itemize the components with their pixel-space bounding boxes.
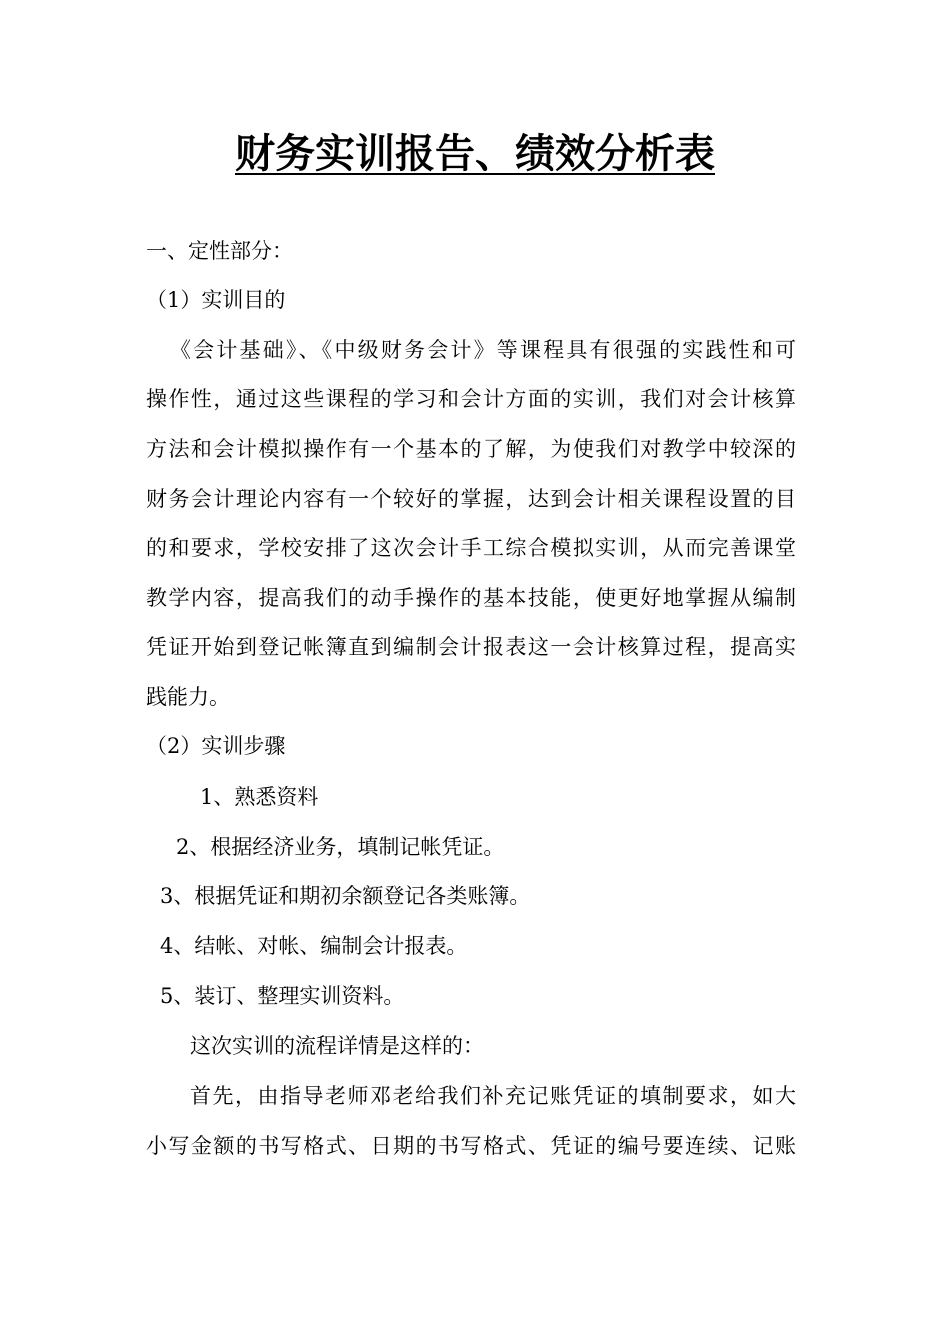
purpose-paragraph-line: 《会计基础》、《中级财务会计》等课程具有很强的实践性和可 xyxy=(170,338,796,362)
step-item: 5、装订、整理实训资料。 xyxy=(160,984,405,1008)
purpose-paragraph-line: 教学内容，提高我们的动手操作的基本技能，使更好地掌握从编制 xyxy=(146,586,796,610)
purpose-paragraph-line: 财务会计理论内容有一个较好的掌握，达到会计相关课程设置的目 xyxy=(146,487,796,511)
step-item: 1、熟悉资料 xyxy=(200,785,319,809)
step-item: 2、根据经济业务，填制记帐凭证。 xyxy=(176,835,505,859)
subsection-heading-purpose: （1）实训目的 xyxy=(146,288,286,312)
step-item: 3、根据凭证和期初余额登记各类账簿。 xyxy=(160,884,531,908)
section-heading: 一、定性部分： xyxy=(146,239,293,263)
purpose-paragraph-line: 践能力。 xyxy=(146,685,230,709)
flow-paragraph-line: 首先，由指导老师邓老给我们补充记账凭证的填制要求，如大 xyxy=(190,1084,796,1108)
flow-paragraph-line: 小写金额的书写格式、日期的书写格式、凭证的编号要连续、记账 xyxy=(146,1134,796,1158)
document-title: 财务实训报告、绩效分析表 xyxy=(235,130,715,177)
purpose-paragraph-line: 操作性，通过这些课程的学习和会计方面的实训，我们对会计核算 xyxy=(146,387,796,411)
subsection-heading-steps: （2）实训步骤 xyxy=(146,734,286,758)
purpose-paragraph-line: 的和要求，学校安排了这次会计手工综合模拟实训，从而完善课堂 xyxy=(146,536,796,560)
flow-intro: 这次实训的流程详情是这样的： xyxy=(190,1034,484,1058)
purpose-paragraph-line: 凭证开始到登记帐簿直到编制会计报表这一会计核算过程，提高实 xyxy=(146,635,796,659)
step-item: 4、结帐、对帐、编制会计报表。 xyxy=(160,934,468,958)
purpose-paragraph-line: 方法和会计模拟操作有一个基本的了解，为使我们对教学中较深的 xyxy=(146,437,796,461)
